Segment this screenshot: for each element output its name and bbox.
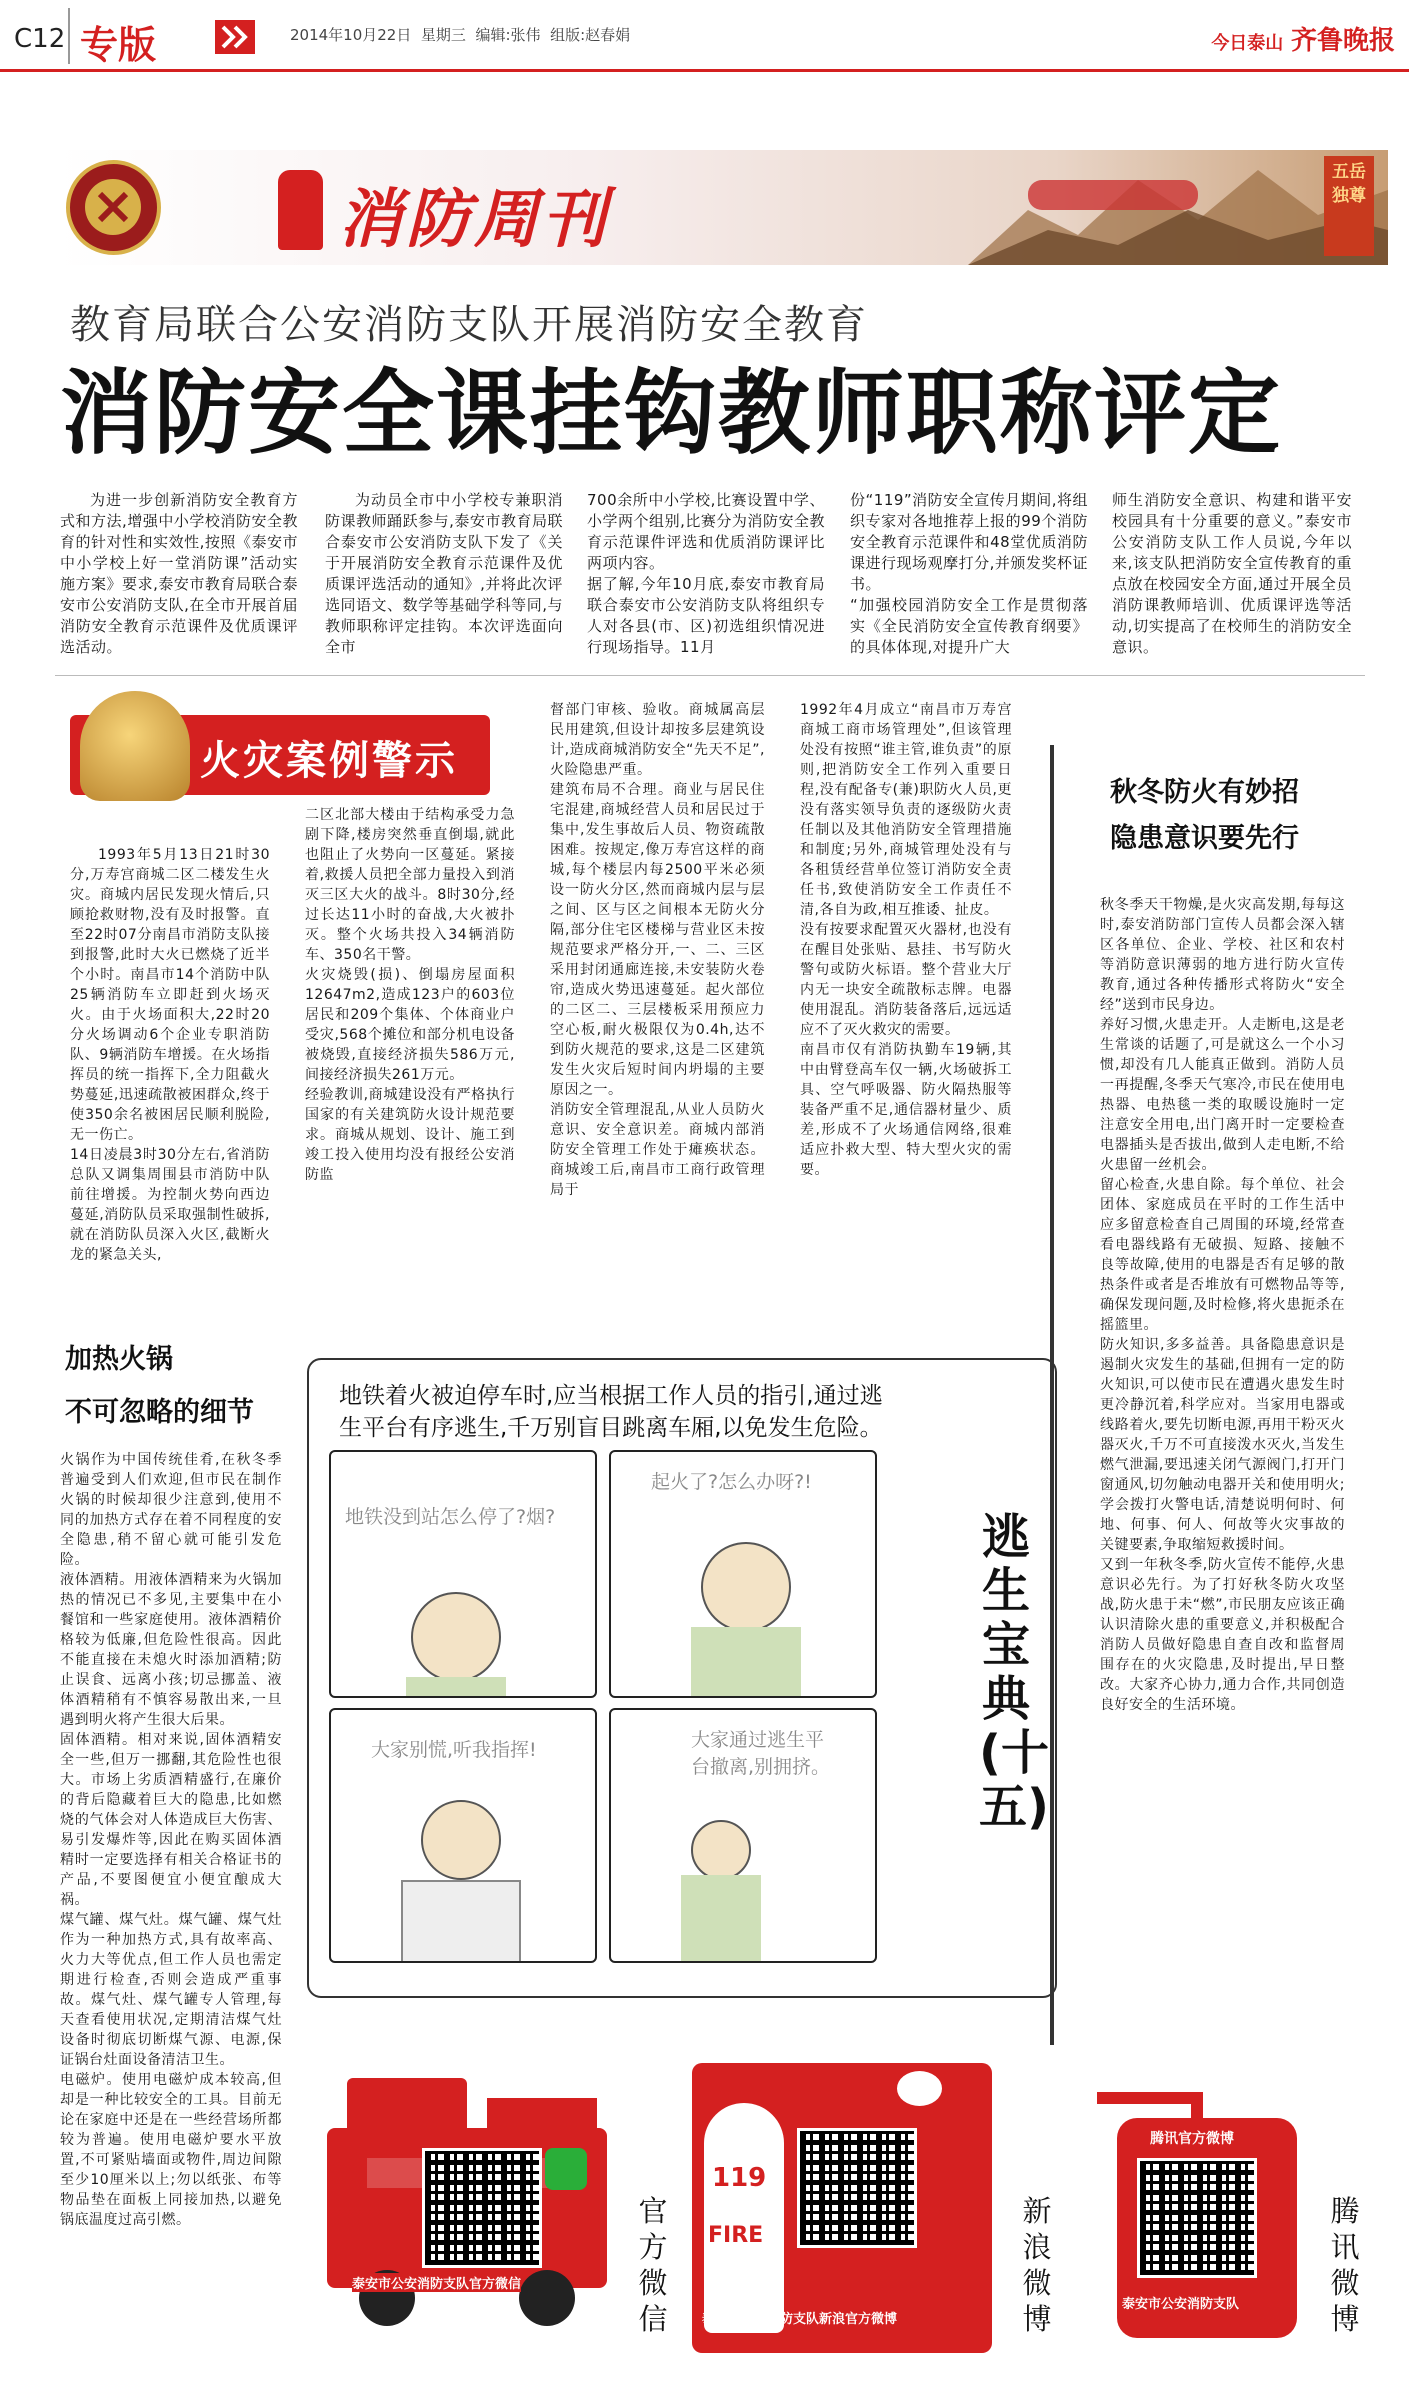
qr-footer — [307, 2008, 1367, 2358]
bell-icon — [80, 691, 190, 801]
divider — [68, 8, 70, 64]
fire-badge-text: FIRE — [708, 2223, 764, 2248]
comic-caption: 地铁着火被迫停车时,应当根据工作人员的指引,通过逃生平台有序逃生,千万别盲目跳离车厢,以免发生危险。 — [339, 1383, 883, 1441]
main-col-2: 为动员全市中小学校专兼职消防课教师踊跃参与,泰安市教育局联合泰安市公安消防支队下发了《关于开展消防安全教育示范课件及优质课评选活动的通知》,并将此次评选同语文、数学等基础学科等同,与教师职称评定挂钩。本次评选面向全市 — [325, 491, 563, 656]
masthead-brand: 今日泰山 齐鲁晚报 — [1211, 26, 1395, 56]
tencent-weibo-label: 腾讯微博 — [1330, 2194, 1360, 2336]
comic-bubble-4: 大家通过逃生平台撤离,别拥挤。 — [691, 1729, 831, 1778]
escape-comic — [307, 1358, 1057, 1998]
extinguisher-icon — [704, 2103, 784, 2333]
chevron-right-icon — [215, 20, 255, 54]
wechat-qr-code[interactable] — [422, 2148, 542, 2268]
sina-weibo-label: 新浪微博 — [1022, 2194, 1052, 2336]
weibo-icon — [897, 2071, 942, 2106]
winter-title-2: 隐患意识要先行 — [1110, 823, 1299, 854]
passenger-figure — [701, 1542, 791, 1632]
case-col-1: 1993年5月13日21时30分,万寿宫商城二区二楼发生火灾。商城内居民发现火情后,只顾抢救财物,没有及时报警。直至22时07分南昌市消防支队接到报警,此时大火已燃烧了近半个小时。南昌市14个消防中队25辆消防车立即赶到火场灭火。由于火场面积大,22时20分火场调动6个企业专职消防队、9辆消防车增援。在火场指挥员的统一指挥下,全力阻截火势蔓延,迅速疏散被困群众,终于使350余名被困居民顺利脱险,无一伤亡。 14日凌晨3时30分左右,省消防总队又调集周围县市消防中队前往增援。为控制火势向西边蔓延,消防队员采取强制性破拆,就在消防队员深入火区,截断火龙的紧急关头, — [70, 847, 270, 1263]
main-col-3: 700余所中小学校,比赛设置中学、小学两个组别,比赛分为消防安全教育示范课件评选和优质消防课评比两项内容。 据了解,今年10月底,泰安市教育局联合泰安市公安消防支队将组织专人对各县(市、区)初选组织情况进行现场指导。11月 — [587, 491, 825, 656]
case-col-4: 1992年4月成立“南昌市万寿宫商城工商市场管理处”,但该管理处没有按照“谁主管,谁负责”的原则,把消防安全工作列入重要日程,没有配备专(兼)职防火人员,更没有落实领导负责的逐级防火责任制以及其他消防安全管理措施和制度;另外,商城管理处没有与各租赁经营单位签订消防安全责任书,致使消防安全工作责任不清,各自为政,相互推诿、扯皮。 没有按要求配置灭火器材,也没有在醒目处张贴、悬挂、书写防火警句或防火标语。整个营业大厅内无一块安全疏散标志牌。电器使用混乱。消防装备落后,远远适应不了灭火救灾的需要。 南昌市仅有消防执勤车19辆,其中由臂登高车仅一辆,火场破拆工具、空气呼吸器、防火隔热服等装备严重不足,通信器材量少、质差,形成不了火场通信网络,很难适应扑救大型、特大型火灾的需要。 — [800, 702, 1012, 1178]
comic-panel-4 — [609, 1708, 877, 1963]
page-header — [0, 0, 1409, 72]
staff-figure — [421, 1800, 501, 1880]
comic-panel-1 — [329, 1450, 597, 1698]
main-col-1: 为进一步创新消防安全教育方式和方法,增强中小学校消防安全教育的针对性和实效性,按照《泰安市中小学校上好一堂消防课”活动实施方案》要求,泰安市教育局联合泰安市公安消防支队,在全市开展首届消防安全教育示范课件及优质课评选活动。 — [60, 491, 298, 656]
passenger-figure — [411, 1592, 501, 1682]
weibo-caption: 泰安市公安消防支队新浪官方微博 — [702, 2312, 898, 2327]
tencent-weibo-top: 腾讯官方微博 — [1150, 2131, 1234, 2147]
section-divider — [55, 675, 1365, 676]
article-kicker: 教育局联合公安消防支队开展消防安全教育 — [70, 302, 868, 348]
column-banner — [58, 150, 1388, 265]
winter-body: 秋冬季天干物燥,是火灾高发期,每每这时,泰安消防部门宣传人员都会深入辖区各单位、企业、学校、社区和农村等消防意识薄弱的地方进行防火宣传教育,通过各种传播形式将防火“安全经”送到市民身边。 养好习惯,火患走开。人走断电,这是老生常谈的话题了,可是就这么一个小习惯,却没有几人能真正做到。消防人员一再提醒,冬季天气寒冷,市民在使用电热器、电热毯一类的取暖设施时一定注意安全用电,出门离开时一定要检查电器插头是否拔出,做到人走电断,不给火患留一丝机会。 留心检查,火患自除。每个单位、社会团体、家庭成员在平时的工作生活中应多留意检查自己周围的环境,经常查看电器线路有无破损、短路、接触不良等故障,使用的电器是否有足够的散热条件或者是否堆放有可燃物品等等,确保发现问题,及时检修,将火患扼杀在摇篮里。 防火知识,多多益善。具备隐患意识是遏制火灾发生的基础,但拥有一定的防火知识,可以使市民在遭遇火患发生时更冷静沉着,科学应对。当家用电器或线路着火,要先切断电源,再用干粉灭火器灭火,千万不可直接泼水灭火,当发生燃气泄漏,要迅速关闭气源阀门,打开门窗通风,切勿触动电器开关和使用明火;学会拨打火警电话,清楚说明何时、何地、何事、何人、何故等火灾事故的关键要素,争取缩短救援时间。 又到一年秋冬季,防火宣传不能停,火患意识必先行。为了打好秋冬防火攻坚战,防火患于未“燃”,市民朋友应该正确认识清除火患的重要意义,并积极配合消防人员做好隐患自查自改和监督周围存在的火灾隐患,及时提出,早日整改。大家齐心协力,通力合作,共同创造良好安全的生活环境。 — [1100, 897, 1345, 1713]
comic-bubble-2: 起火了?怎么办呀?! — [651, 1471, 812, 1493]
case-col-2: 二区北部大楼由于结构承受力急剧下降,楼房突然垂直倒塌,就此也阻止了火势向一区蔓延。紧接着,救援人员把全部力量投入到消灭三区大火的战斗。8时30分,经过长达11小时的奋战,大火被扑灭。整个火场共投入34辆消防车、350名干警。 火灾烧毁(损)、倒塌房屋面积12647m2,造成123户的603位居民和209个集体、个体商业户受灾,568个摊位和部分机电设备被烧毁,直接经济损失586万元,间接经济损失261万元。 经验教训,商城建设没有严格执行国家的有关建筑防火设计规范要求。商城从规划、设计、施工到竣工投入使用均没有报经公安消防监 — [305, 807, 515, 1183]
sina-weibo-qr-code[interactable] — [797, 2128, 917, 2248]
tai-mountain-seal: 五岳独尊 — [1324, 156, 1374, 256]
issue-meta: 2014年10月22日 星期三 编辑:张伟 组版:赵春娟 — [290, 26, 631, 44]
banner-title: 消防周刊 — [338, 183, 610, 257]
comic-title: 逃生宝典(十五) — [979, 1509, 1049, 1835]
passenger-figure — [691, 1820, 751, 1880]
fire-number-badge: 119 — [712, 2163, 767, 2193]
comic-bubble-1: 地铁没到站怎么停了?烟? — [345, 1506, 556, 1528]
case-section-tag: 火灾案例警示 — [70, 715, 490, 795]
wechat-label: 官方微信 — [638, 2194, 668, 2336]
winter-title-1: 秋冬防火有妙招 — [1110, 777, 1299, 808]
page-number: C12 — [14, 24, 66, 54]
hotpot-body: 火锅作为中国传统佳肴,在秋冬季普遍受到人们欢迎,但市民在制作火锅的时候却很少注意到,使用不同的加热方式存在着不同程度的安全隐患,稍不留心就可能引发危险。 液体酒精。用液体酒精来为火锅加热的情况已不多见,主要集中在小餐馆和一些家庭使用。液体酒精价格较为低廉,但危险性很高。因此不能直接在未熄火时添加酒精;防止误食、远离小孩;切忌挪盖、液体酒精稍有不慎容易散出来,一旦遇到明火将产生很大后果。 固体酒精。相对来说,固体酒精安全一些,但万一挪翻,其危险性也很大。市场上劣质酒精盛行,在廉价的背后隐藏着巨大的隐患,比如燃烧的气体会对人体造成巨大伤害、易引发爆炸等,因此在购买固体酒精时一定要选择有相关合格证书的产品,不要图便宜小便宜酿成大祸。 煤气罐、煤气灶。煤气罐、煤气灶作为一种加热方式,具有故率高、火力大等优点,但工作人员也需定期进行检查,否则会造成严重事故。煤气灶、煤气罐专人管理,每天查看使用状况,定期清洁煤气灶设备时彻底切断煤气源、电源,保证锅台灶面设备清洁卫生。 电磁炉。使用电磁炉成本较高,但却是一种比较安全的工具。目前无论在家庭中还是在一些经营场所都较为普遍。使用电磁炉要水平放置,不可紧贴墙面或物件,周边间隙至少10厘米以上;勿以纸张、布等物品垫在面板上同接加热,以避免锅底温度过高引燃。 — [60, 1452, 282, 2228]
tencent-weibo-qr-code[interactable] — [1137, 2158, 1257, 2278]
fire-police-badge-icon — [66, 160, 161, 255]
article-headline: 消防安全课挂钩教师职称评定 — [60, 360, 1283, 467]
main-col-5: 师生消防安全意识、构建和谐平安校园具有十分重要的意义。”泰安市公安消防支队工作人员说,今年以来,该支队把消防安全宣传教育的重点放在校园安全方面,通过开展全员消防课教师培训、优质课评选等活动,切实提高了在校师生的消防安全意识。 — [1112, 491, 1352, 656]
main-col-4: 份“119”消防安全宣传月期间,将组织专家对各地推荐上报的99个消防安全教育示范课件和48堂优质消防课进行现场观摩打分,并颁发奖杯证书。 “加强校园消防安全工作是贯彻落实《全民消防安全宣传教育纲要》的具体体现,对提升广大 — [850, 491, 1088, 656]
comic-panel-3 — [329, 1708, 597, 1963]
tencent-caption: 泰安市公安消防支队 — [1122, 2297, 1240, 2312]
section-name: 专版 — [80, 23, 157, 67]
fire-hydrant-icon — [278, 170, 323, 250]
wechat-icon — [545, 2148, 587, 2190]
wechat-caption: 泰安市公安消防支队官方微信 — [352, 2273, 521, 2292]
comic-bubble-3: 大家别慌,听我指挥! — [371, 1739, 537, 1761]
comic-panel-2 — [609, 1450, 877, 1698]
hotpot-title-1: 加热火锅 — [65, 1344, 173, 1375]
hotpot-title-2: 不可忽略的细节 — [65, 1397, 254, 1428]
case-col-3: 督部门审核、验收。商城属高层民用建筑,但设计却按多层建筑设计,造成商城消防安全“先天不足”,火险隐患严重。 建筑布局不合理。商业与居民住宅混建,商城经营人员和居民过于集中,发生事故后人员、物资疏散困难。按规定,像万寿宫这样的商城,每个楼层内每2500平米必须设一防火分区,然而商城内层与层之间、区与区之间根本无防火分隔,部分住宅区楼梯与营业区未按规范要求严格分开,一、二、三区采用封闭通廊连接,未安装防火卷帘,造成火势迅速蔓延。起火部位的二区二、三层楼板采用预应力空心板,耐火极限仅为0.4h,达不到防火规范的要求,这是二区建筑发生火灾后短时间内坍塌的主要原因之一。 消防安全管理混乱,从业人员防火意识、安全意识差。商城内部消防安全管理工作处于瘫痪状态。商城竣工后,南昌市工商行政管理局于 — [550, 702, 765, 1198]
